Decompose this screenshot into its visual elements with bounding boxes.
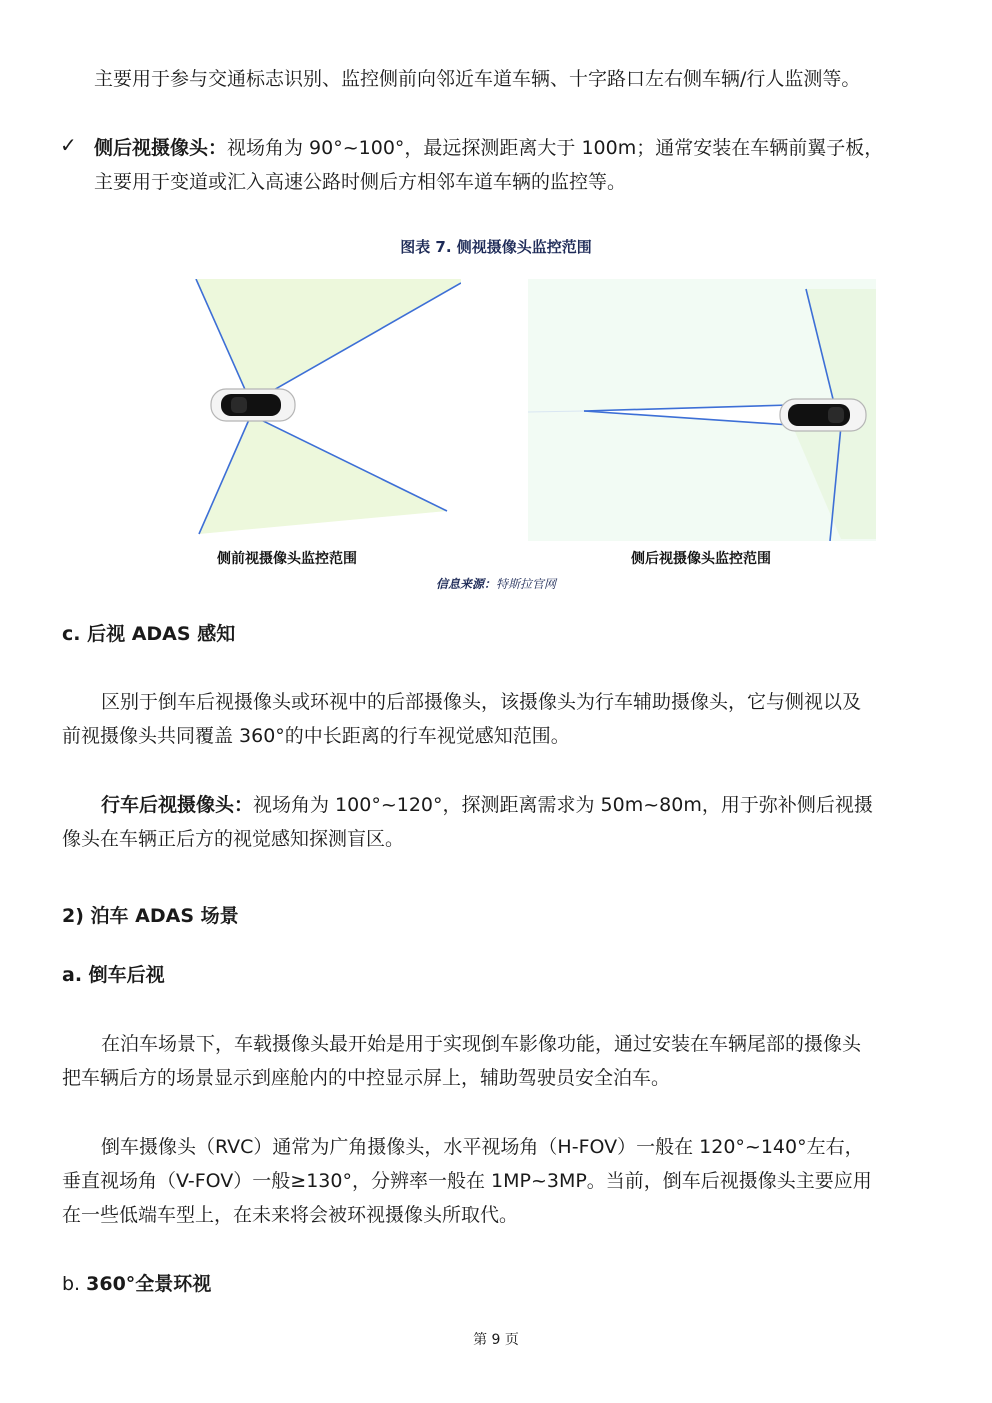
section-2-heading: 2) 泊车 ADAS 场景 [62,905,239,927]
section-b-heading [62,1267,211,1301]
figure-title: 图表 7. 侧视摄像头监控范围 [400,238,592,256]
section-c-para-line2: 前视摄像头共同覆盖 360°的中长距离的行车视觉感知范围。 [62,725,570,747]
bullet-side-rear-label: 侧后视摄像头： [94,137,228,159]
rear-camera-line1 [101,788,873,822]
side-forward-coverage-image [111,279,461,539]
car-icon [780,399,866,431]
right-caption: 侧后视摄像头监控范围 [631,551,771,567]
rear-camera-text1: 视场角为 100°~120°，探测距离需求为 50m~80m，用于弥补侧后视摄 [253,794,873,816]
section-a-heading: a. 倒车后视 [62,964,165,986]
section-a-para2-line3: 在一些低端车型上，在未来将会被环视摄像头所取代。 [62,1204,519,1226]
figure-source [0,575,992,592]
rear-camera-line2: 像头在车辆正后方的视觉感知探测盲区。 [62,828,405,850]
page-number: 第 9 页 [473,1332,519,1348]
car-icon [211,389,295,421]
section-b-title: 360°全景环视 [86,1273,212,1295]
section-c-para-line1: 区别于倒车后视摄像头或环视中的后部摄像头，该摄像头为行车辅助摄像头，它与侧视以及 [101,691,862,713]
bullet-side-rear-line1 [94,131,883,165]
bullet-side-rear-text1: 视场角为 90°~100°，最远探测距离大于 100m；通常安装在车辆前翼子板， [227,137,884,159]
bullet-side-rear-line2: 主要用于变道或汇入高速公路时侧后方相邻车道车辆的监控等。 [94,171,627,193]
section-a-para1-line2: 把车辆后方的场景显示到座舱内的中控显示屏上，辅助驾驶员安全泊车。 [62,1067,671,1089]
section-a-para1-line1: 在泊车场景下，车载摄像头最开始是用于实现倒车影像功能，通过安装在车辆尾部的摄像头 [101,1033,862,1055]
section-c-heading: c. 后视 ADAS 感知 [62,623,236,645]
section-a-para2-line2: 垂直视场角（V-FOV）一般≥130°，分辨率一般在 1MP~3MP。当前，倒车后视摄像头主要应用 [62,1170,872,1192]
section-a-para2-line1: 倒车摄像头（RVC）通常为广角摄像头，水平视场角（H-FOV）一般在 120°~140°左右， [101,1136,864,1158]
paragraph-continuation: 主要用于参与交通标志识别、监控侧前向邻近车道车辆、十字路口左右侧车辆/行人监测等。 [94,68,861,90]
check-icon: ✓ [60,133,77,157]
section-b-prefix: b. [62,1273,87,1295]
rear-camera-label: 行车后视摄像头： [101,794,254,816]
side-rear-coverage-image [528,279,876,541]
source-value: 特斯拉官网 [496,577,557,591]
left-caption: 侧前视摄像头监控范围 [217,551,357,567]
source-label: 信息来源： [435,577,496,591]
